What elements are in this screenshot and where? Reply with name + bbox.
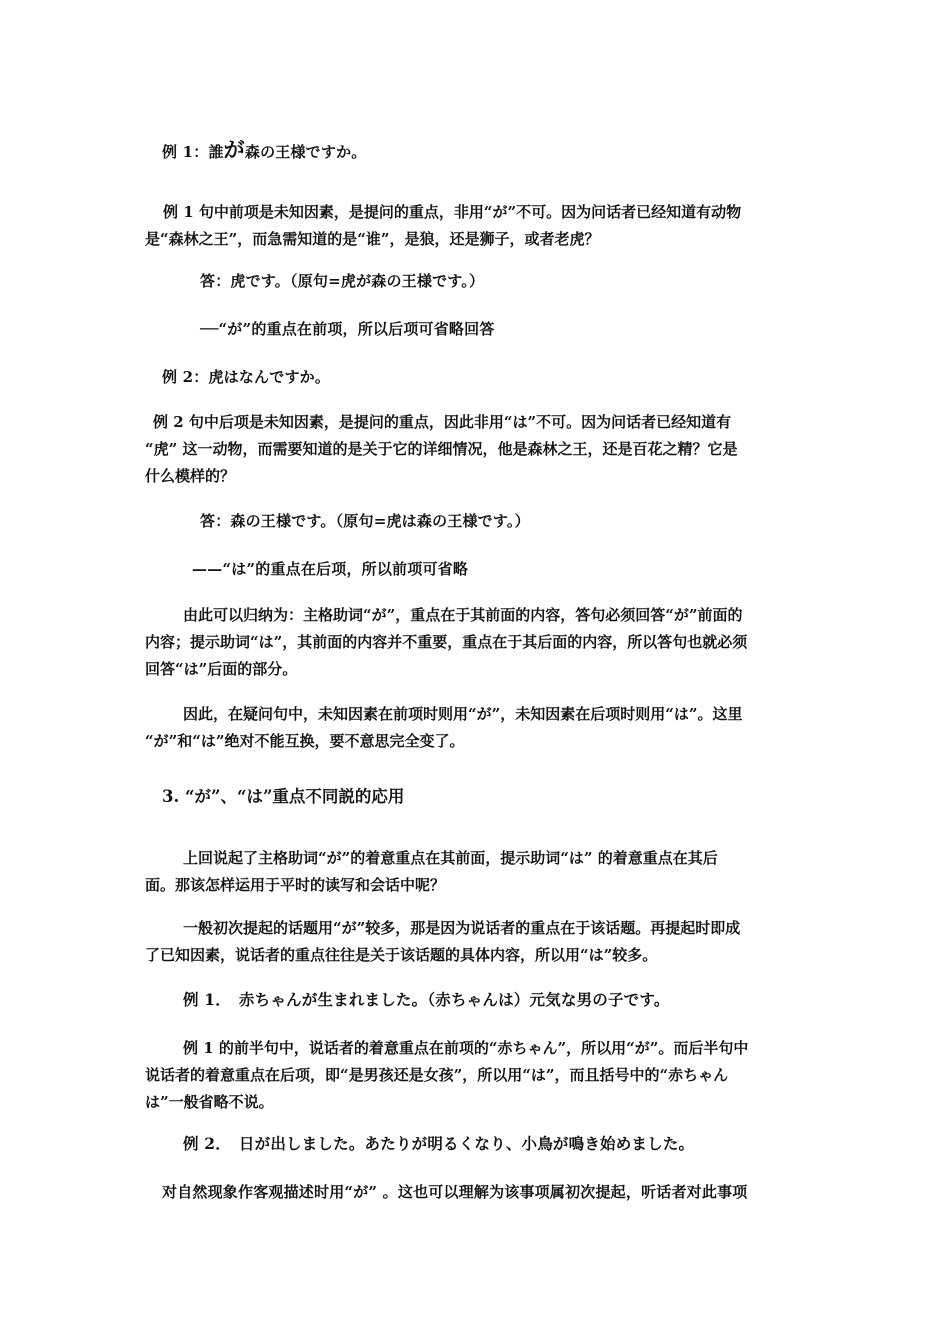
- example-1-title-suffix: 森の王様ですか。: [244, 143, 367, 161]
- summary-paragraph-2: [145, 701, 810, 755]
- example-2-explanation: [145, 409, 810, 490]
- section-3-p2-line-1: 一般初次提起的话题用“が”较多，那是因为说话者的重点在于该话题。再提起时即成: [183, 919, 741, 937]
- example-1-explanation-line-1: 例 1 句中前项是未知因素，是提问的重点，非用“が”不可。因为问话者已经知道有动物: [163, 203, 742, 221]
- summary-paragraph-1: [145, 602, 810, 683]
- section-3-paragraph-2: [145, 915, 810, 969]
- example-1-explanation-line-2: 是“森林之王”，而急需知道的是“谁”，是狼，还是狮子，或者老虎？: [145, 230, 600, 248]
- example-1-explanation: [145, 199, 810, 253]
- section-3-ex1-expl-line-2: 说话者的着意重点在后项，即“是男孩还是女孩”，所以用“は”，而且括号中的“赤ちゃん: [145, 1066, 729, 1084]
- section-3-heading: 3. “が”、“は”重点不同説的応用: [162, 787, 405, 806]
- section-3-example-1-explanation: [145, 1035, 810, 1116]
- example-1-answer: 答：虎です。（原句=虎が森の王様です。）: [200, 272, 485, 290]
- summary-1-line-1: 由此可以归纳为：主格助词“が”，重点在于其前面的内容，答句必须回答“が”前面的: [183, 606, 743, 624]
- section-3-paragraph-1: [145, 845, 810, 899]
- summary-2-line-2: “が”和“は”绝对不能互换，要不意思完全变了。: [145, 732, 465, 750]
- example-1-title-prefix: 例 1：誰: [162, 143, 224, 161]
- example-2-note: ——“は”的重点在后项，所以前项可省略: [192, 560, 469, 578]
- summary-2-line-1: 因此，在疑问句中，未知因素在前项时则用“が”，未知因素在后项时则用“は”。这里: [183, 705, 743, 723]
- example-2-explanation-line-3: 什么模样的？: [145, 467, 236, 485]
- summary-1-line-2: 内容；提示助词“は”，其前面的内容并不重要，重点在于其后面的内容，所以答句也就必须: [145, 633, 748, 651]
- section-3-ex1-expl-line-3: は”一般省略不说。: [145, 1093, 274, 1111]
- section-3-p2-line-2: 了已知因素，说话者的重点往往是关于该话题的具体内容，所以用“は”较多。: [145, 946, 658, 964]
- section-3-example-2: 例 2． 日が出しました。あたりが明るくなり、小鳥が鳴き始めました。: [183, 1134, 695, 1153]
- example-1-title-particle: が: [223, 137, 245, 162]
- example-1-title: [162, 136, 366, 166]
- section-3-example-2-explanation: 对自然现象作客观描述时用“が” 。这也可以理解为该事项属初次提起，听话者对此事项: [162, 1183, 748, 1201]
- section-3-example-1: 例 1． 赤ちゃんが生まれました。（赤ちゃんは）元気な男の子です。: [183, 990, 670, 1009]
- example-2-explanation-line-1: 例 2 句中后项是未知因素，是提问的重点，因此非用“は”不可。因为问话者已经知道有: [153, 413, 732, 431]
- example-2-title: 例 2：虎はなんですか。: [162, 368, 331, 386]
- section-3-p1-line-2: 面。那该怎样运用于平时的读写和会话中呢？: [145, 876, 446, 894]
- example-2-answer: 答：森の王様です。（原句=虎は森の王様です。）: [200, 512, 530, 530]
- example-1-note: ──“が”的重点在前项，所以后项可省略回答: [200, 320, 495, 338]
- section-3-p1-line-1: 上回说起了主格助词“が”的着意重点在其前面，提示助词“は” 的着意重点在其后: [183, 849, 718, 867]
- summary-1-line-3: 回答“は”后面的部分。: [145, 660, 298, 678]
- example-2-explanation-line-2: “虎” 这一动物，而需要知道的是关于它的详细情况，他是森林之王，还是百花之精？它是: [145, 440, 738, 458]
- section-3-ex1-expl-line-1: 例 1 的前半句中，说话者的着意重点在前项的“赤ちゃん”，所以用“が”。而后半句中: [183, 1039, 749, 1057]
